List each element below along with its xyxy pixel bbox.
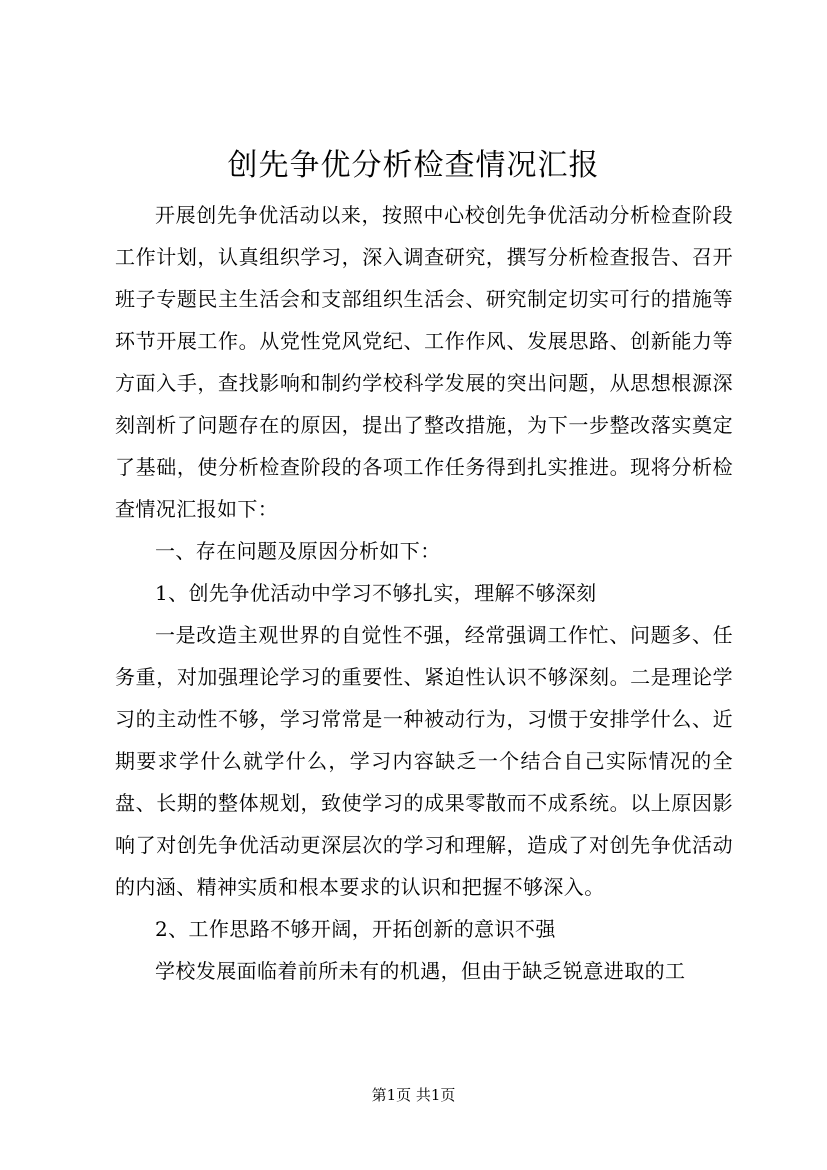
page-footer: 第1页 共1页 — [371, 1086, 456, 1104]
paragraph-intro: 开展创先争优活动以来，按照中心校创先争优活动分析检查阶段工作计划，认真组织学习，深入调查研究，撰写分析检查报告、召开班子专题民主生活会和支部组织生活会、研究制定切实可行的措施等环节开展工作。从党性党风党纪、工作作风、发展思路、创新能力等方面入手，查找影响和制约学校科学发展的突出问题，从思想根源深刻剖析了问题存在的原因，提出了整改措施，为下一步整改落实奠定了基础，使分析检查阶段的各项工作任务得到扎实推进。现将分析检查情况汇报如下： — [115, 203, 733, 521]
document-body — [115, 194, 733, 992]
subsection-heading-2: 2、工作思路不够开阔，开拓创新的意识不强 — [155, 917, 556, 941]
section-heading-1: 一、存在问题及原因分析如下： — [155, 539, 441, 563]
subsection-heading-1: 1、创先争优活动中学习不够扎实，理解不够深刻 — [155, 581, 597, 605]
paragraph-analysis-2: 学校发展面临着前所未有的机遇，但由于缺乏锐意进取的工 — [155, 959, 686, 983]
page-title: 创先争优分析检查情况汇报 — [227, 148, 600, 183]
paragraph-analysis-1: 一是改造主观世界的自觉性不强，经常强调工作忙、问题多、任务重，对加强理论学习的重要性、紧迫性认识不够深刻。二是理论学习的主动性不够，学习常常是一种被动行为，习惯于安排学什么、近期要求学什么就学什么，学习内容缺乏一个结合自己实际情况的全盘、长期的整体规划，致使学习的成果零散而不成系统。以上原因影响了对创先争优活动更深层次的学习和理解，造成了对创先争优活动的内涵、精神实质和根本要求的认识和把握不够深入。 — [115, 623, 733, 899]
